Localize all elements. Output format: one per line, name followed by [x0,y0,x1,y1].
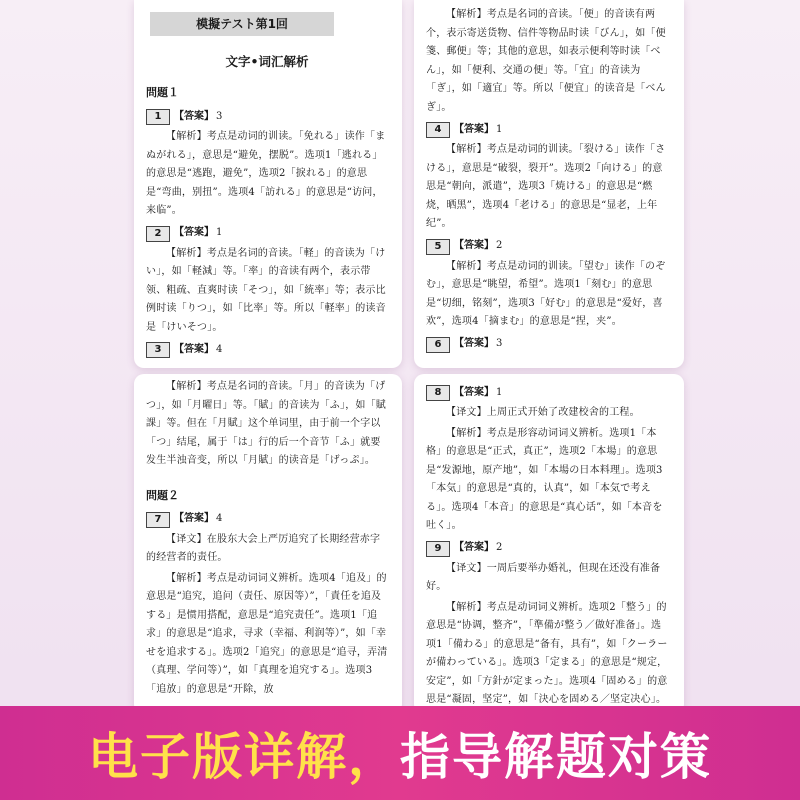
answer-row [426,540,670,558]
page-card-bottom-left [134,374,402,714]
answer-value: 4 [216,513,223,525]
answer-row [426,336,670,354]
analysis-text: 【解析】考点是动词词义辨析。选项2「整う」的意思是“协调，整齐”，「準備が整う／做好准备」。选项1「備わる」的意思是“备有，具有”，如「クーラーが備わっている」。选项3「定まる」的意思是“规定，安定”，如「方針が定まった」。选项4「固める」的意思是“凝固，坚定”，如「決心を固める／坚定决心」。 [426,601,668,705]
analysis-text: 【解析】考点是动词的训读。「望む」读作「のぞむ」，意思是“眺望，希望”。选项1「刻む」的意思是“切细，铭刻”，选项3「好む」的意思是“爱好，喜欢”，选项4「摘まむ」的意思是“捏，夹”。 [426,260,666,327]
answer-label: 【答案】 [454,240,494,252]
analysis-text: 【解析】考点是名词的音读。「便」的音读有两个，表示寄送货物、信件等物品时读「びん」，如「便箋、郵便」等；其他的意思，如表示便利等时读「べん」，如「便利、交通の便」等。「宜」的音读为「ぎ」，如「適宜」等。所以「便宜」的读音是「べんぎ」。 [426,9,666,113]
question-number: 4 [426,122,450,138]
question-number: 8 [426,385,450,401]
page-card-top-right [414,0,684,368]
answer-label: 【答案】 [454,386,494,398]
promo-banner [0,706,800,800]
answer-value: 1 [496,386,503,398]
translation-text: 【译文】一周后要举办婚礼，但现在还没有准备好。 [426,562,661,592]
answer-value: 2 [496,542,503,554]
answer-value: 3 [216,110,223,122]
answer-value: 3 [496,338,503,350]
answer-label: 【答案】 [454,123,494,135]
answer-label: 【答案】 [174,110,214,122]
problem-heading: 問題１ [146,86,179,99]
answer-row [426,384,670,402]
answer-row [146,341,388,359]
answer-row [146,108,388,126]
section-title: 文字•词汇解析 [225,54,309,69]
answer-row [146,225,388,243]
answer-row [146,511,388,529]
question-number: 7 [146,512,170,528]
answer-label: 【答案】 [174,513,214,525]
page-content [426,380,670,712]
analysis-text: 【解析】考点是名词的音读。「軽」的音读为「けい」，如「軽減」等。「率」的音读有两个，表示带领、粗疏、直爽时读「そつ」，如「統率」等；表示比例时读「りつ」，如「比率」等。所以「軽率」的读音是「けいそつ」。 [146,247,386,333]
answer-label: 【答案】 [174,343,214,355]
answer-value: 1 [496,123,503,135]
answer-value: 4 [216,343,223,355]
analysis-text: 【解析】考点是动词词义辨析。选项4「追及」的意思是“追究，追问（责任、原因等）”，「責任を追及する」是惯用搭配，意思是“追究责任”。选项1「追求」的意思是“追求，寻求（幸福、利润等）”，如「幸せを追求する」。选项2「追究」的意思是“追寻，弄清（真理、学问等）”，如「真理を追究する」。选项3「追放」的意思是“开除，放 [146,572,388,695]
question-number: 1 [146,109,170,125]
banner-headline [88,717,712,789]
answer-value: 2 [496,240,503,252]
page-content [146,378,388,701]
analysis-text: 【解析】考点是形容动词词义辨析。选项1「本格」的意思是“正式，真正”，选项2「本場」的意思是“发源地，原产地”，如「本場の日本料理」。选项3「本気」的意思是“真的，认真”，如「本気で考える」。选项4「本音」的意思是“真心话”，如「本音を吐く」。 [426,427,663,531]
answer-value: 1 [216,227,223,239]
page-card-bottom-right [414,374,684,714]
question-number: 9 [426,541,450,557]
banner-main-text: 指导解题对策 [400,728,712,786]
analysis-text: 【解析】考点是名词的音读。「月」的音读为「げつ」，如「月曜日」等。「賦」的音读为「ふ」，如「賦課」等。但在「月賦」这个单词里，由于前一个字以「つ」结尾，属于「は」行的后一个音节「ふ」就要发生半浊音变，所以「月賦」的读音是「げっぷ」。 [146,381,386,466]
question-number: 3 [146,342,170,358]
analysis-text: 【解析】考点是动词的训读。「免れる」读作「まぬがれる」，意思是“避免，摆脱”。选项1「逃れる」的意思是“逃跑，避免”，选项2「捩れる」的意思是“弯曲，别扭”。选项4「訪れる」的意思是“访问，来临”。 [146,131,386,216]
page-content [426,6,670,356]
analysis-text: 【解析】考点是动词的训读。「裂ける」读作「さける」，意思是“破裂，裂开”。选项2「向ける」的意思是“朝向，派遣”，选项3「焼ける」的意思是“燃烧，晒黑”，选项4「老ける」的意思是“显老，上年纪”。 [426,144,666,229]
translation-text: 【译文】在股东大会上严厉追究了长期经营赤字的经营者的责任。 [146,533,381,563]
translation-text: 【译文】上周正式开始了改建校舍的工程。 [446,407,640,418]
answer-label: 【答案】 [454,338,494,350]
question-number: 2 [146,226,170,242]
page-card-top-left [134,0,402,368]
question-number: 5 [426,239,450,255]
question-number: 6 [426,337,450,353]
answer-row [426,238,670,256]
banner-highlight-text: 电子版详解， [88,728,400,786]
problem-heading: 問題２ [146,488,179,502]
test-title: 模擬テスト第1回 [150,12,334,36]
answer-row [426,121,670,139]
page-content [146,0,388,361]
answer-label: 【答案】 [454,542,494,554]
answer-label: 【答案】 [174,227,214,239]
